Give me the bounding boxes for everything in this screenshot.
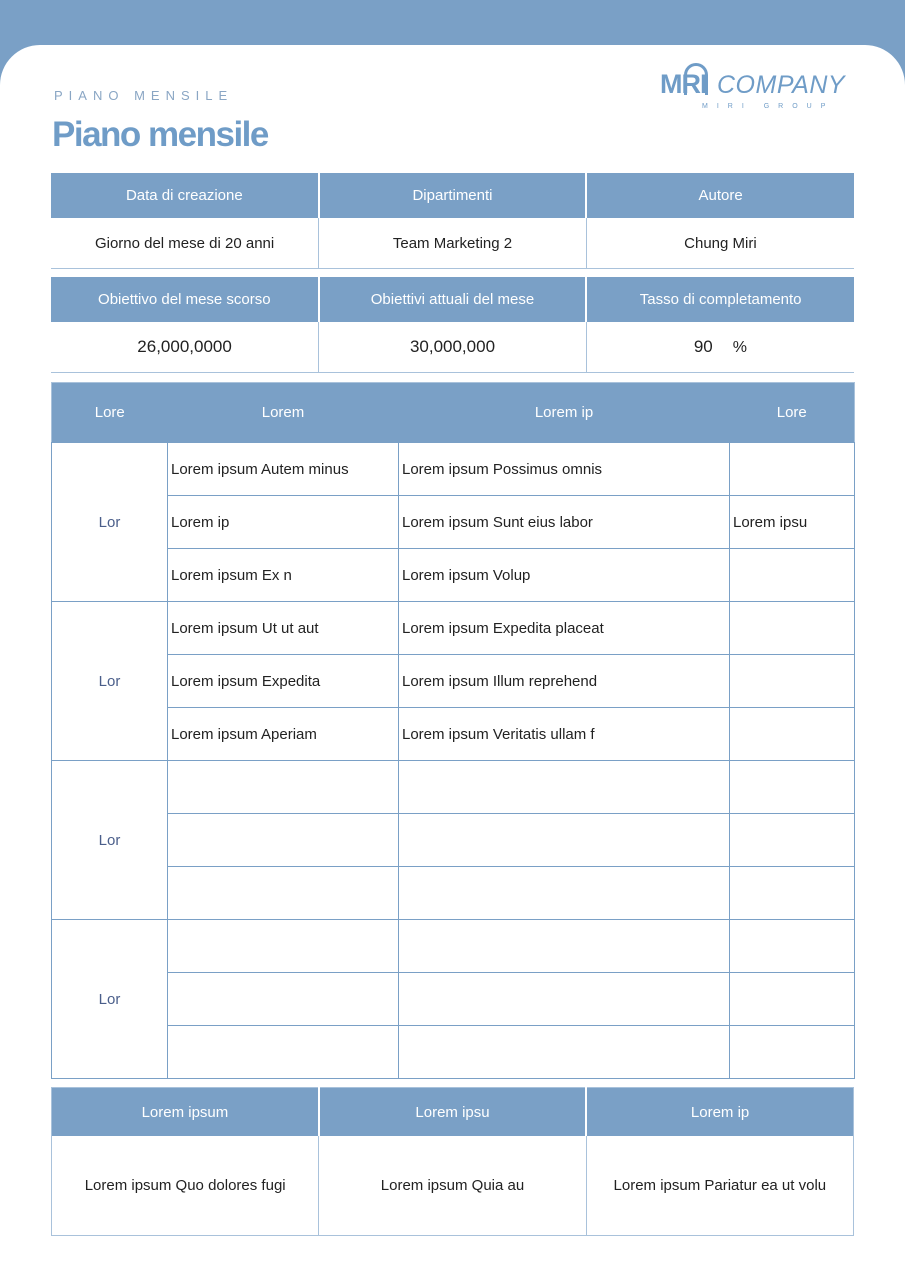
summary-header-1: Lorem ipsum <box>52 1088 319 1137</box>
company-logo <box>660 63 860 123</box>
table-cell <box>730 708 855 761</box>
table-row <box>52 655 855 708</box>
table-cell <box>399 867 730 920</box>
table-cell <box>730 867 855 920</box>
table-cell: Lorem ipsum Expedita placeat <box>399 602 730 655</box>
table-cell <box>168 973 399 1026</box>
table-row <box>52 814 855 867</box>
table-cell: Lorem ipsum Sunt eius labor <box>399 496 730 549</box>
page-title: Piano mensile <box>52 115 268 154</box>
table-cell <box>730 549 855 602</box>
logo-name: COMPANY <box>717 71 846 99</box>
table-cell <box>168 814 399 867</box>
summary-value-1: Lorem ipsum Quo dolores fugi <box>52 1136 319 1236</box>
table-row <box>52 549 855 602</box>
table-cell <box>730 602 855 655</box>
table-cell <box>730 814 855 867</box>
completion-rate-unit: % <box>732 339 747 356</box>
table-cell: Lorem ipsum Ex n <box>168 549 399 602</box>
table-cell <box>168 1026 399 1079</box>
info-table-general <box>51 173 854 269</box>
table-cell: Lorem ipsum Aperiam <box>168 708 399 761</box>
summary-value-3: Lorem ipsum Pariatur ea ut volu <box>613 1177 827 1194</box>
table-row <box>52 761 855 814</box>
summary-value-2: Lorem ipsum Quia au <box>319 1136 586 1236</box>
table-cell <box>399 973 730 1026</box>
plan-table <box>51 382 855 1079</box>
value-creation-date: Giorno del mese di 20 anni <box>51 218 319 269</box>
logo-group: MIRI GROUP <box>702 103 835 110</box>
summary-header-2: Lorem ipsu <box>319 1088 586 1137</box>
table-cell: Lorem ip <box>168 496 399 549</box>
table-cell <box>399 920 730 973</box>
table-cell: Lorem ipsum Autem minus <box>168 443 399 496</box>
value-author: Chung Miri <box>586 218 854 269</box>
plan-header-1: Lore <box>52 383 168 443</box>
logo-mark: MRI <box>660 69 707 99</box>
table-cell <box>168 761 399 814</box>
table-cell <box>730 655 855 708</box>
plan-header-3: Lorem ip <box>399 383 730 443</box>
plan-header-4: Lore <box>730 383 855 443</box>
table-cell <box>730 973 855 1026</box>
table-cell: Lorem ipsum Illum reprehend <box>399 655 730 708</box>
value-completion-rate <box>586 322 854 373</box>
value-departments: Team Marketing 2 <box>319 218 587 269</box>
table-cell: Lorem ipsum Veritatis ullam f <box>399 708 730 761</box>
page-subtitle: PIANO MENSILE <box>54 88 234 103</box>
table-cell: Lorem ipsum Expedita <box>168 655 399 708</box>
group-label: Lor <box>52 920 168 1079</box>
table-cell <box>399 814 730 867</box>
info-table-goals <box>51 277 854 373</box>
header-last-month-goal: Obiettivo del mese scorso <box>51 277 319 322</box>
table-row <box>52 1026 855 1079</box>
table-row <box>52 973 855 1026</box>
group-label: Lor <box>52 602 168 761</box>
summary-table <box>51 1087 854 1236</box>
header-completion-rate: Tasso di completamento <box>586 277 854 322</box>
table-row <box>52 443 855 496</box>
table-cell <box>730 1026 855 1079</box>
table-cell: Lorem ipsum Ut ut aut <box>168 602 399 655</box>
table-cell <box>730 761 855 814</box>
summary-header-3: Lorem ip <box>586 1088 853 1137</box>
table-row <box>52 920 855 973</box>
table-row <box>52 602 855 655</box>
table-cell: Lorem ipsum Volup <box>399 549 730 602</box>
table-row <box>52 867 855 920</box>
header-author: Autore <box>586 173 854 218</box>
table-cell <box>730 920 855 973</box>
table-cell <box>168 920 399 973</box>
table-cell <box>399 761 730 814</box>
completion-rate-number: 90 <box>693 337 713 356</box>
value-current-goal: 30,000,000 <box>319 322 587 373</box>
table-row <box>52 496 855 549</box>
table-cell <box>168 867 399 920</box>
table-cell <box>730 443 855 496</box>
header-creation-date: Data di creazione <box>51 173 319 218</box>
table-cell <box>399 1026 730 1079</box>
header-departments: Dipartimenti <box>319 173 587 218</box>
table-row <box>52 708 855 761</box>
table-cell: Lorem ipsum Possimus omnis <box>399 443 730 496</box>
table-cell: Lorem ipsu <box>730 496 855 549</box>
header-current-goal: Obiettivi attuali del mese <box>319 277 587 322</box>
group-label: Lor <box>52 443 168 602</box>
group-label: Lor <box>52 761 168 920</box>
plan-header-2: Lorem <box>168 383 399 443</box>
value-last-month-goal: 26,000,0000 <box>51 322 319 373</box>
